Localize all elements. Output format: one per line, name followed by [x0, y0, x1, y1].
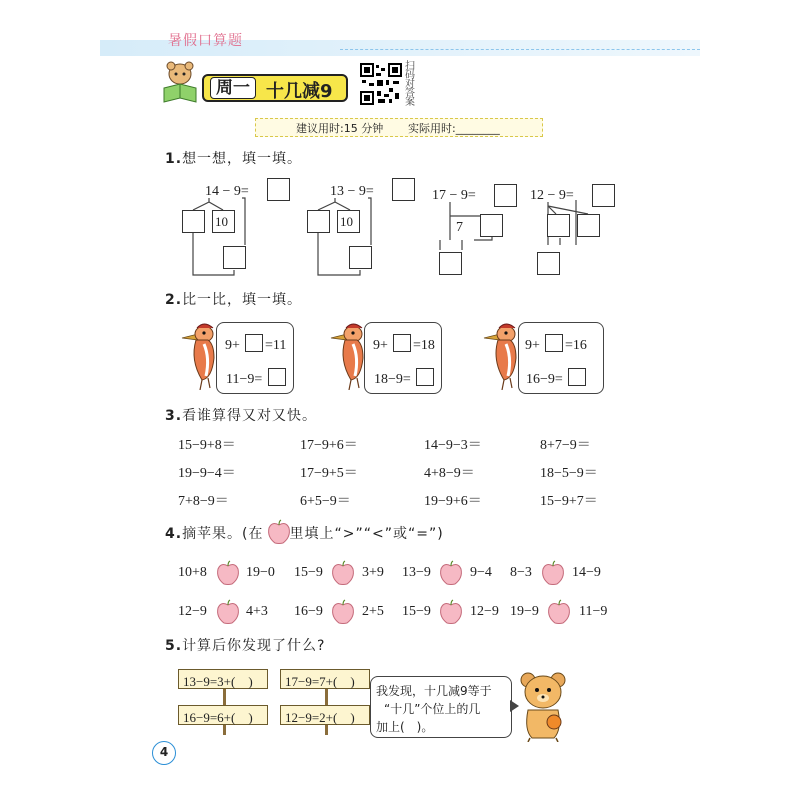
- q3-item[interactable]: 14−9−3＝: [424, 438, 482, 453]
- q1-ten-1: 10: [215, 214, 228, 229]
- q2-top-a-3: 9+: [525, 338, 540, 353]
- q4-left: 12−9: [178, 604, 207, 619]
- woodpecker-icon: [329, 318, 373, 390]
- q2-top-b-3: =16: [565, 338, 587, 353]
- q2-top-a-1: 9+: [225, 338, 240, 353]
- apple-answer-icon[interactable]: [215, 599, 241, 625]
- q4-right: 4+3: [246, 604, 268, 619]
- q2-top-box-1[interactable]: [245, 334, 263, 352]
- q3-item[interactable]: 7+8−9＝: [178, 494, 229, 509]
- q4-left: 16−9: [294, 604, 323, 619]
- q1-expr-2: 13 − 9=: [330, 184, 374, 199]
- q1-expr-3: 17 − 9=: [432, 188, 476, 203]
- section-2-num: 2.: [165, 292, 183, 308]
- section-5-text: 计算后你发现了什么?: [182, 638, 326, 654]
- q1-answer-box-2[interactable]: [392, 178, 415, 201]
- q4-right: 12−9: [470, 604, 499, 619]
- q3-item[interactable]: 15−9+8＝: [178, 438, 236, 453]
- q1-expr-4: 12 − 9=: [530, 188, 574, 203]
- q2-top-box-3[interactable]: [545, 334, 563, 352]
- q2-bottom-box-3[interactable]: [568, 368, 586, 386]
- q2-top-b-2: =18: [413, 338, 435, 353]
- q2-top-box-2[interactable]: [393, 334, 411, 352]
- q1-split-box-4a[interactable]: [547, 214, 570, 237]
- q5-sign-3[interactable]: 16−9=6+( ): [178, 705, 268, 725]
- q1-split-box-4b[interactable]: [577, 214, 600, 237]
- apple-icon: [266, 519, 292, 545]
- q3-item[interactable]: 8+7−9＝: [540, 438, 591, 453]
- q1-answer-box-3[interactable]: [494, 184, 517, 207]
- speech-line-1: 我发现，十几减9等于: [376, 684, 492, 698]
- q3-item[interactable]: 15−9+7＝: [540, 494, 598, 509]
- q1-ten-2: 10: [340, 214, 353, 229]
- q3-item[interactable]: 4+8−9＝: [424, 466, 475, 481]
- apple-answer-icon[interactable]: [438, 560, 464, 586]
- q2-top-b-1: =11: [265, 338, 287, 353]
- apple-answer-icon[interactable]: [540, 560, 566, 586]
- apple-answer-icon[interactable]: [215, 560, 241, 586]
- qr-label: 扫码对答案: [405, 61, 415, 108]
- header-title: 暑假口算题: [168, 33, 243, 49]
- q1-result-box-3[interactable]: [439, 252, 462, 275]
- q2-bottom-box-2[interactable]: [416, 368, 434, 386]
- q4-right: 19−0: [246, 565, 275, 580]
- q3-item[interactable]: 18−5−9＝: [540, 466, 598, 481]
- q4-right: 3+9: [362, 565, 384, 580]
- sign-post: [223, 689, 226, 705]
- q1-split-box-2[interactable]: [307, 210, 330, 233]
- q2-bottom-box-1[interactable]: [268, 368, 286, 386]
- section-2-title: [165, 289, 302, 309]
- q3-item[interactable]: 6+5−9＝: [300, 494, 351, 509]
- q5-sign-4[interactable]: 12−9=2+( ): [280, 705, 370, 725]
- section-5-num: 5.: [165, 638, 183, 654]
- bear-mascot-icon: [518, 670, 568, 742]
- section-5-title: [165, 635, 326, 655]
- q4-left: 8−3: [510, 565, 532, 580]
- q1-split-box-1[interactable]: [182, 210, 205, 233]
- q1-answer-box-1[interactable]: [267, 178, 290, 201]
- q3-item[interactable]: 17−9+5＝: [300, 466, 358, 481]
- q2-bottom-3: 16−9=: [526, 372, 563, 387]
- section-2-text: 比一比，填一填。: [182, 292, 303, 308]
- apple-answer-icon[interactable]: [330, 599, 356, 625]
- q1-known-3: 7: [456, 220, 463, 235]
- q5-sign-2[interactable]: 17−9=7+( ): [280, 669, 370, 689]
- q4-left: 10+8: [178, 565, 207, 580]
- sign-post: [325, 725, 328, 735]
- q4-right: 14−9: [572, 565, 601, 580]
- banner-day: 周一: [210, 77, 256, 99]
- sign-post: [325, 689, 328, 705]
- page-number: 4: [152, 741, 176, 765]
- sign-post: [223, 725, 226, 735]
- section-3-text: 看谁算得又对又快。: [182, 408, 318, 424]
- q4-right: 2+5: [362, 604, 384, 619]
- section-1-num: 1.: [165, 151, 183, 167]
- section-4-title: [165, 523, 444, 543]
- q4-right: 9−4: [470, 565, 492, 580]
- speech-line-3: 加上( )。: [376, 720, 434, 734]
- section-4-num: 4.: [165, 526, 183, 542]
- q3-item[interactable]: 17−9+6＝: [300, 438, 358, 453]
- q1-result-box-1[interactable]: [223, 246, 246, 269]
- suggested-time: 建议用时:15 分钟: [296, 122, 384, 135]
- q4-right: 11−9: [579, 604, 608, 619]
- apple-answer-icon[interactable]: [438, 599, 464, 625]
- q2-bottom-2: 18−9=: [374, 372, 411, 387]
- q1-answer-box-4[interactable]: [592, 184, 615, 207]
- q1-expr-1: 14 − 9=: [205, 184, 249, 199]
- banner-topic: 十几减9: [266, 81, 333, 102]
- q1-split-box-3[interactable]: [480, 214, 503, 237]
- q4-left: 19−9: [510, 604, 539, 619]
- woodpecker-icon: [482, 318, 526, 390]
- q3-item[interactable]: 19−9+6＝: [424, 494, 482, 509]
- section-4-text-b: 里填上“>”“<”或“=”): [289, 526, 444, 542]
- woodpecker-icon: [180, 318, 224, 390]
- q2-top-a-2: 9+: [373, 338, 388, 353]
- q2-bottom-1: 11−9=: [226, 372, 263, 387]
- actual-time: 实际用时:________: [408, 122, 500, 135]
- q4-left: 15−9: [402, 604, 431, 619]
- q4-left: 13−9: [402, 565, 431, 580]
- section-3-num: 3.: [165, 408, 183, 424]
- section-1-text: 想一想，填一填。: [182, 151, 303, 167]
- q1-result-box-4[interactable]: [537, 252, 560, 275]
- section-4-text-a: 摘苹果。(在: [182, 526, 264, 542]
- q3-item[interactable]: 19−9−4＝: [178, 466, 236, 481]
- q1-result-box-2[interactable]: [349, 246, 372, 269]
- section-3-title: [165, 405, 317, 425]
- q5-sign-1[interactable]: 13−9=3+( ): [178, 669, 268, 689]
- speech-line-2: “十几”个位上的几: [384, 702, 481, 716]
- apple-answer-icon[interactable]: [546, 599, 572, 625]
- q1-lines: [0, 0, 800, 300]
- apple-answer-icon[interactable]: [330, 560, 356, 586]
- q4-left: 15−9: [294, 565, 323, 580]
